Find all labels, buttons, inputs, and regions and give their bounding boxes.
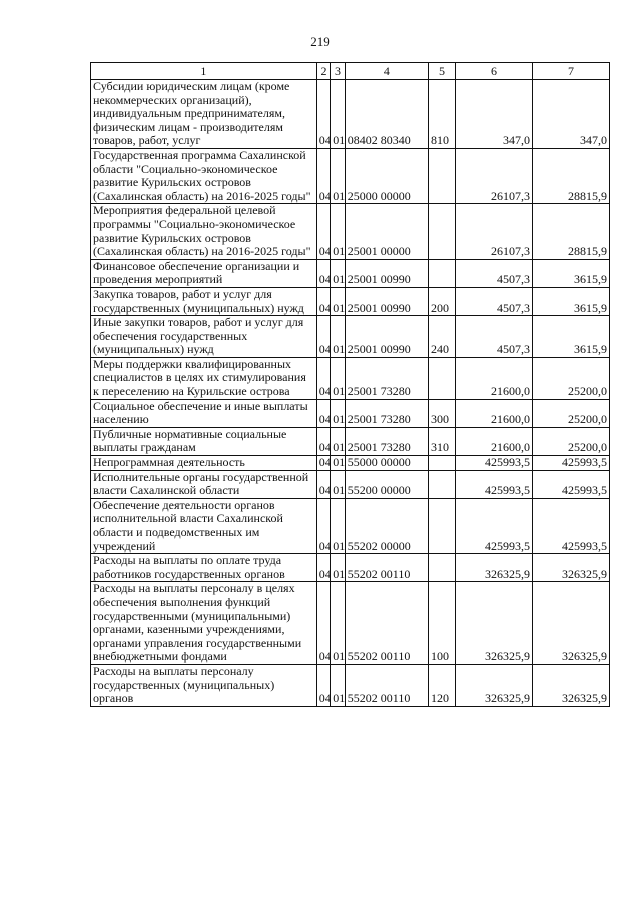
table-row (91, 316, 610, 358)
row-section: 04 (316, 582, 331, 665)
row-amount-col7: 25200,0 (532, 357, 609, 399)
row-amount-col7: 25200,0 (532, 399, 609, 427)
row-amount-col6: 26107,3 (456, 204, 533, 259)
row-expense-type (428, 498, 455, 553)
row-target-code: 25001 00990 (345, 316, 428, 358)
row-amount-col7: 3615,9 (532, 259, 609, 287)
row-amount-col7: 425993,5 (532, 470, 609, 498)
row-amount-col7: 347,0 (532, 80, 609, 149)
row-name: Субсидии юридическим лицам (кроме некоммерческих организаций), индивидуальным предпринимателям, физическим лицам - производителям товаров, работ, услуг (91, 80, 317, 149)
row-amount-col7: 326325,9 (532, 554, 609, 582)
row-subsection: 01 (331, 470, 346, 498)
table-header-row (91, 63, 610, 80)
row-amount-col7: 25200,0 (532, 427, 609, 455)
row-name: Обеспечение деятельности органов исполнительной власти Сахалинской области и подведомственных им учреждений (91, 498, 317, 553)
row-expense-type: 300 (428, 399, 455, 427)
row-expense-type: 310 (428, 427, 455, 455)
row-section: 04 (316, 498, 331, 553)
row-expense-type (428, 554, 455, 582)
row-section: 04 (316, 204, 331, 259)
row-name: Иные закупки товаров, работ и услуг для обеспечения государственных (муниципальных) нужд (91, 316, 317, 358)
row-expense-type: 810 (428, 80, 455, 149)
row-expense-type: 100 (428, 582, 455, 665)
row-amount-col6: 4507,3 (456, 259, 533, 287)
row-amount-col6: 26107,3 (456, 148, 533, 203)
row-section: 04 (316, 148, 331, 203)
row-name: Финансовое обеспечение организации и проведения мероприятий (91, 259, 317, 287)
row-section: 04 (316, 399, 331, 427)
column-header: 4 (345, 63, 428, 80)
table-row (91, 427, 610, 455)
row-section: 04 (316, 456, 331, 471)
row-name: Расходы на выплаты по оплате труда работников государственных органов (91, 554, 317, 582)
row-name: Мероприятия федеральной целевой программы "Социально-экономическое развитие Курильских островов (Сахалинская область) на 2016-2025 годы" (91, 204, 317, 259)
row-amount-col6: 425993,5 (456, 456, 533, 471)
row-amount-col6: 326325,9 (456, 554, 533, 582)
row-target-code: 25001 00000 (345, 204, 428, 259)
column-header: 6 (456, 63, 533, 80)
row-expense-type: 200 (428, 287, 455, 315)
table-row (91, 582, 610, 665)
row-target-code: 55000 00000 (345, 456, 428, 471)
row-amount-col6: 425993,5 (456, 470, 533, 498)
row-subsection: 01 (331, 316, 346, 358)
row-amount-col6: 347,0 (456, 80, 533, 149)
table-row (91, 664, 610, 706)
row-target-code: 25001 00990 (345, 259, 428, 287)
row-section: 04 (316, 554, 331, 582)
row-subsection: 01 (331, 357, 346, 399)
row-target-code: 55202 00000 (345, 498, 428, 553)
row-subsection: 01 (331, 664, 346, 706)
row-name: Государственная программа Сахалинской области "Социально-экономическое развитие Курильских островов (Сахалинская область) на 2016-2025 годы" (91, 148, 317, 203)
row-expense-type (428, 456, 455, 471)
row-subsection: 01 (331, 554, 346, 582)
row-amount-col6: 21600,0 (456, 399, 533, 427)
table-row (91, 470, 610, 498)
row-expense-type (428, 148, 455, 203)
row-section: 04 (316, 316, 331, 358)
table-row (91, 259, 610, 287)
row-section: 04 (316, 287, 331, 315)
budget-table (90, 62, 610, 707)
row-expense-type: 120 (428, 664, 455, 706)
row-amount-col6: 4507,3 (456, 316, 533, 358)
table-row (91, 399, 610, 427)
row-subsection: 01 (331, 148, 346, 203)
row-name: Социальное обеспечение и иные выплаты населению (91, 399, 317, 427)
column-header: 3 (331, 63, 346, 80)
row-amount-col6: 21600,0 (456, 357, 533, 399)
row-amount-col7: 28815,9 (532, 148, 609, 203)
row-target-code: 25001 73280 (345, 399, 428, 427)
column-header: 1 (91, 63, 317, 80)
row-target-code: 25001 00990 (345, 287, 428, 315)
row-section: 04 (316, 427, 331, 455)
table-row (91, 287, 610, 315)
row-name: Расходы на выплаты персоналу государственных (муниципальных) органов (91, 664, 317, 706)
row-amount-col7: 425993,5 (532, 456, 609, 471)
row-name: Публичные нормативные социальные выплаты гражданам (91, 427, 317, 455)
row-target-code: 25001 73280 (345, 427, 428, 455)
row-amount-col6: 21600,0 (456, 427, 533, 455)
row-target-code: 55202 00110 (345, 554, 428, 582)
row-section: 04 (316, 664, 331, 706)
row-name: Закупка товаров, работ и услуг для государственных (муниципальных) нужд (91, 287, 317, 315)
row-amount-col7: 326325,9 (532, 582, 609, 665)
row-target-code: 55202 00110 (345, 582, 428, 665)
row-subsection: 01 (331, 80, 346, 149)
row-amount-col7: 326325,9 (532, 664, 609, 706)
column-header: 5 (428, 63, 455, 80)
row-section: 04 (316, 259, 331, 287)
row-amount-col7: 3615,9 (532, 287, 609, 315)
row-target-code: 08402 80340 (345, 80, 428, 149)
row-name: Меры поддержки квалифицированных специалистов в целях их стимулирования к переселению на Курильские острова (91, 357, 317, 399)
table-row (91, 554, 610, 582)
row-expense-type (428, 470, 455, 498)
row-amount-col7: 3615,9 (532, 316, 609, 358)
row-amount-col6: 4507,3 (456, 287, 533, 315)
column-header: 2 (316, 63, 331, 80)
row-amount-col7: 425993,5 (532, 498, 609, 553)
row-section: 04 (316, 357, 331, 399)
row-subsection: 01 (331, 259, 346, 287)
row-amount-col6: 326325,9 (456, 664, 533, 706)
row-section: 04 (316, 470, 331, 498)
table-row (91, 456, 610, 471)
row-subsection: 01 (331, 427, 346, 455)
table-row (91, 357, 610, 399)
row-amount-col7: 28815,9 (532, 204, 609, 259)
row-subsection: 01 (331, 456, 346, 471)
page-number: 219 (310, 34, 330, 49)
row-target-code: 55200 00000 (345, 470, 428, 498)
row-subsection: 01 (331, 287, 346, 315)
row-name: Расходы на выплаты персоналу в целях обеспечения выполнения функций государственными (муниципальными) органами, казенными учреждениями, органами управления государственными внебюджетными фондами (91, 582, 317, 665)
row-subsection: 01 (331, 399, 346, 427)
row-amount-col6: 326325,9 (456, 582, 533, 665)
row-expense-type (428, 357, 455, 399)
row-expense-type (428, 259, 455, 287)
table-row (91, 498, 610, 553)
row-subsection: 01 (331, 582, 346, 665)
row-subsection: 01 (331, 498, 346, 553)
row-target-code: 55202 00110 (345, 664, 428, 706)
row-target-code: 25001 73280 (345, 357, 428, 399)
row-name: Непрограммная деятельность (91, 456, 317, 471)
row-expense-type (428, 204, 455, 259)
row-amount-col6: 425993,5 (456, 498, 533, 553)
column-header: 7 (532, 63, 609, 80)
table-row (91, 204, 610, 259)
table-row (91, 80, 610, 149)
row-expense-type: 240 (428, 316, 455, 358)
row-subsection: 01 (331, 204, 346, 259)
row-name: Исполнительные органы государственной власти Сахалинской области (91, 470, 317, 498)
row-section: 04 (316, 80, 331, 149)
row-target-code: 25000 00000 (345, 148, 428, 203)
table-row (91, 148, 610, 203)
